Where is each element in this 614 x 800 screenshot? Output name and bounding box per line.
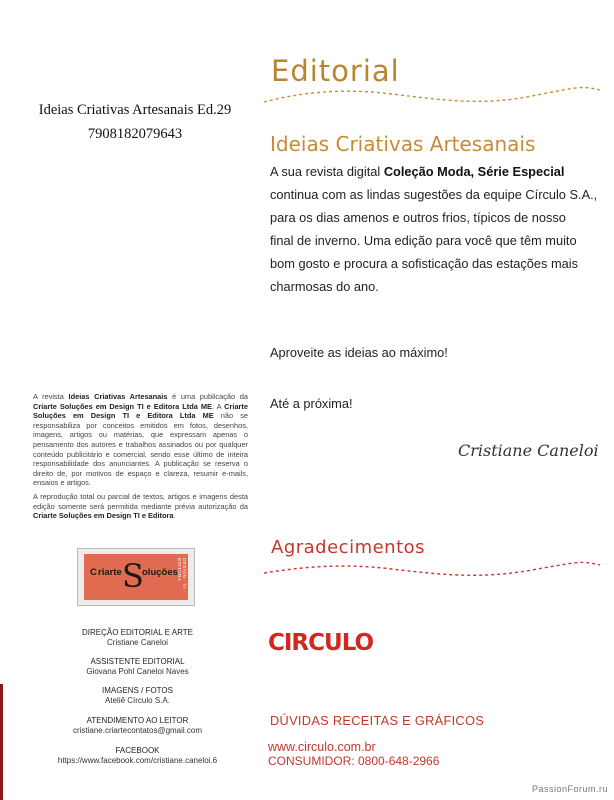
logo-word-riarte: riarte [98,567,122,578]
legal-text-run: . [173,511,176,521]
circulo-logo: CIRCULO [268,630,374,656]
watermark: PassionForum.ru [531,784,608,794]
credit-images [40,686,235,706]
legal-bold-run: Criarte Soluções em Design TI e Editora Ltda ME [33,401,248,421]
left-accent-bar [0,684,3,800]
legal-paragraph-1 [33,392,248,488]
credit-value: Cristiane Caneloi [107,638,168,647]
criarte-logo [77,548,195,606]
credit-heading: IMAGENS / FOTOS [102,686,173,695]
credit-direction [40,628,235,648]
credit-value: Giovana Pohl Caneloi Naves [86,667,189,676]
legal-bold-run: Criarte Soluções em Design TI e Editora [33,511,174,521]
credit-heading: ASSISTENTE EDITORIAL [90,657,185,666]
credit-value: Ateliê Círculo S.A. [105,696,170,705]
credit-assistant [40,657,235,677]
duvidas-heading: DÚVIDAS RECEITAS E GRÁFICOS [270,713,485,728]
facebook-link[interactable]: https://www.facebook.com/cristiane.caneloi.6 [57,756,218,765]
credit-reader-service [40,716,235,736]
consumer-phone: CONSUMIDOR: 0800-648-2966 [268,754,440,768]
legal-text-run: A revista [33,392,69,401]
credit-heading: FACEBOOK [115,746,160,755]
credit-email[interactable]: cristiane.criartecontatos@gmail.com [72,726,203,735]
agradecimentos-title: Agradecimentos [271,537,426,558]
legal-text-run: . A [211,401,225,411]
credit-heading: DIREÇÃO EDITORIAL E ARTE [82,628,193,637]
logo-letter-c: C [90,567,97,578]
editorial-line: final de inverno. Uma edição para você que têm muito [270,233,577,248]
legal-text-run: A reprodução total ou parcial de textos, artigos e imagens desta edição somente será permitida mediante prévia autorização da [33,491,248,511]
aproveite-line: Aproveite as ideias ao máximo! [270,345,448,360]
editorial-wave-divider [262,80,602,110]
legal-paragraph-2 [33,492,248,521]
logo-word-olucoes: oluções [142,567,178,578]
editorial-line: charmosas do ano. [270,279,379,294]
circulo-website-link[interactable]: www.circulo.com.br [268,740,376,754]
legal-text-run: é uma publicação da [167,392,248,401]
editorial-title: Editorial [271,54,400,88]
editorial-line: continua com as lindas sugestões da equipe Círculo S.A., [270,187,598,202]
logo-side-text: DESIGN · TI · EDITORA [177,558,187,593]
legal-bold-run: Ideias Criativas Artesanais [68,392,168,401]
legal-bold-run: Criarte Soluções em Design TI e Editora Ltda ME [33,401,212,411]
editorial-subtitle: Ideias Criativas Artesanais [270,132,536,156]
magazine-edition-title: Ideias Criativas Artesanais Ed.29 [38,102,232,118]
credit-heading: ATENDIMENTO AO LEITOR [86,716,189,725]
agradecimentos-wave-divider [262,557,602,583]
logo-letter-s: S [122,557,144,595]
editorial-line: para os dias amenos e outros frios, típicos de nosso [270,210,566,225]
barcode-number: 7908182079643 [87,126,183,142]
legal-text-run: não se responsabiliza por conceitos emitidos em fotos, desenhos, imagens, artigos ou matérias, que expressam apenas o pensamento dos autores e trabalhos assinados ou por qualquer conteúdo publicitário e comercial, sendo esse último de inteira responsabilidade dos anunciantes. A publicação se reserva o direito de, por motivos de espaço e clareza, resumir e-mails, ensaios e artigos. [33,411,248,488]
editorial-line: bom gosto e procura a sofisticação das estações mais [270,256,578,271]
signature: Cristiane Caneloi [458,441,599,460]
legal-notice [33,392,248,525]
lead-text: A sua revista digital [270,164,384,179]
lead-bold-text: Coleção Moda, Série Especial [383,164,565,179]
editorial-body [270,160,600,298]
credit-facebook [30,746,245,766]
ate-a-proxima-line: Até a próxima! [270,396,353,411]
logo-background [84,554,188,600]
editorial-lead-line [270,160,600,183]
